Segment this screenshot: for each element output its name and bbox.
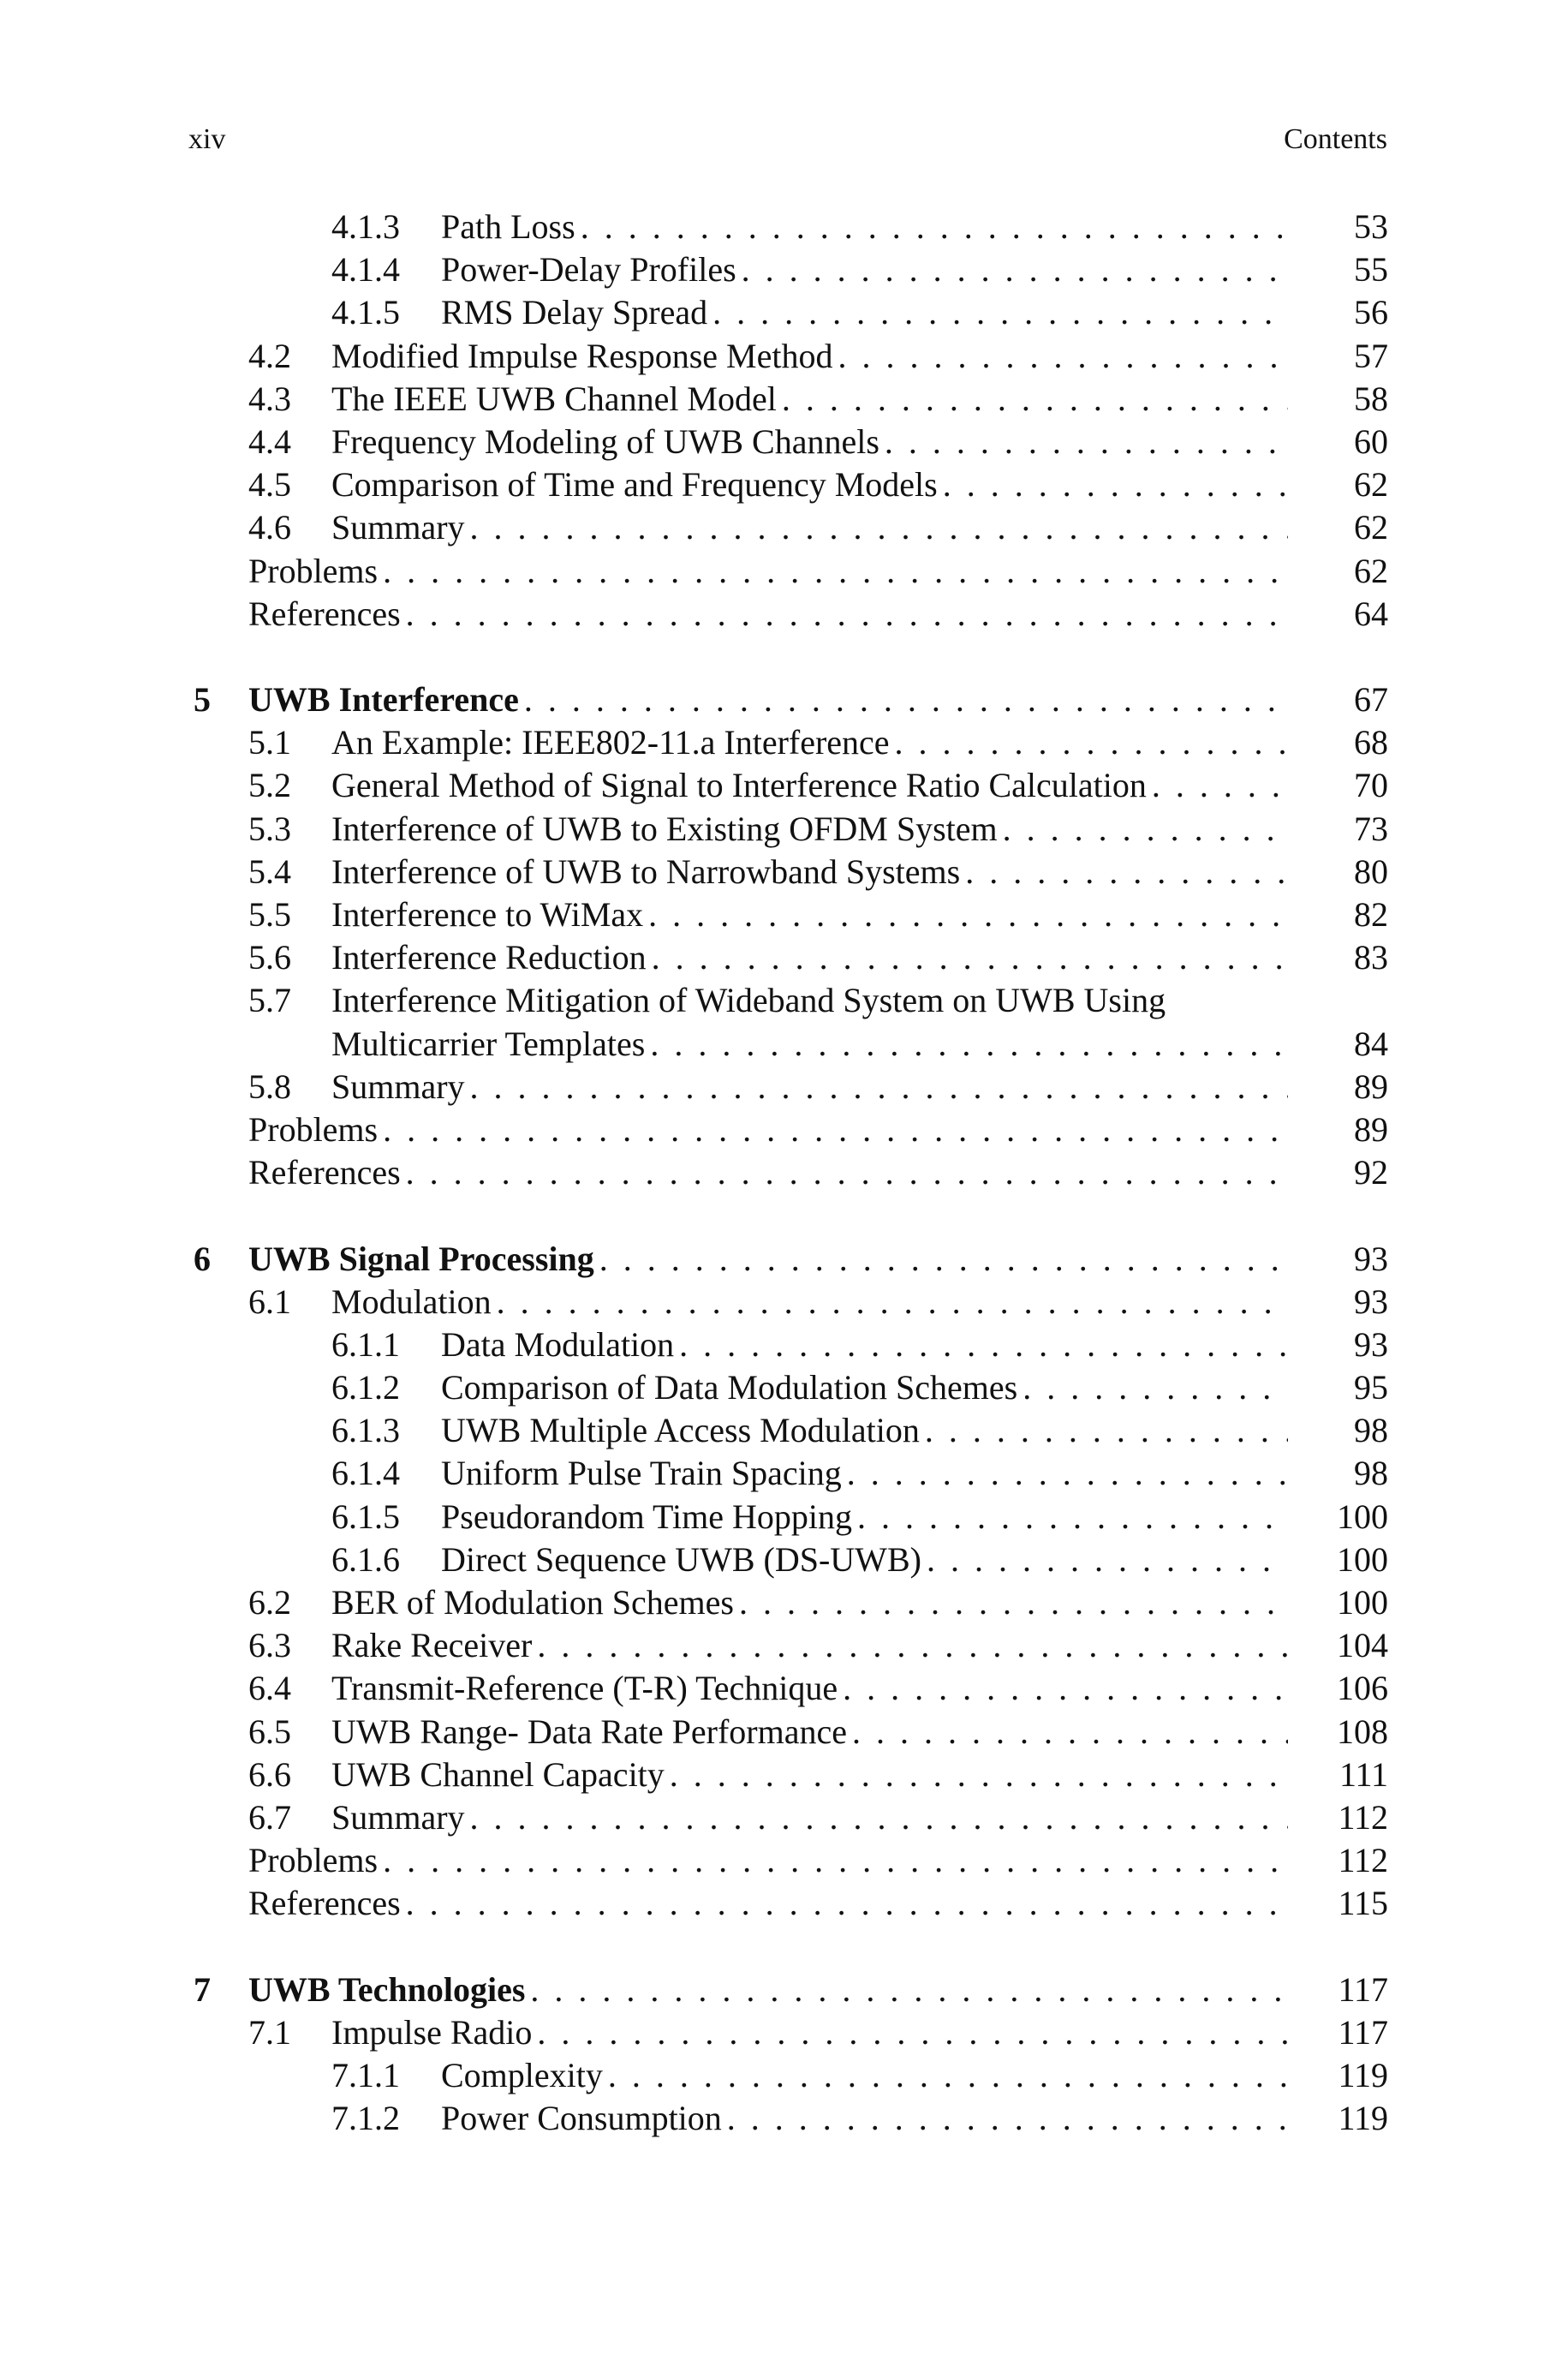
dot-leader: [406, 1151, 1288, 1194]
entry-page-number: 106: [1337, 1669, 1388, 1708]
toc-spacer: [0, 636, 1568, 678]
entry-number: 6.1.5: [331, 1497, 400, 1536]
entry-page-number: 95: [1354, 1368, 1388, 1407]
entry-number: 6.1: [248, 1282, 291, 1321]
entry-number: 5.1: [248, 723, 291, 762]
toc-entry[interactable]: [0, 421, 1568, 463]
dot-leader: [537, 2011, 1288, 2054]
entry-page-number: 119: [1338, 2099, 1388, 2138]
entry-title: An Example: IEEE802-11.a Interference: [331, 723, 890, 762]
entry-body: [441, 1539, 1288, 1581]
dot-leader: [857, 1496, 1288, 1539]
entry-page-number: 100: [1337, 1583, 1388, 1622]
entry-title: The IEEE UWB Channel Model: [331, 379, 777, 418]
dot-leader: [497, 1281, 1288, 1323]
entry-title: Power-Delay Profiles: [441, 250, 736, 290]
entry-title: Interference of UWB to Existing OFDM System: [331, 809, 998, 848]
entry-number: 5.8: [248, 1067, 291, 1106]
entry-title: References: [248, 1884, 401, 1923]
entry-title: Pseudorandom Time Hopping: [441, 1497, 853, 1536]
toc-entry[interactable]: [0, 463, 1568, 506]
entry-page-number: 64: [1354, 594, 1388, 633]
entry-body: [248, 1882, 1288, 1925]
entry-number: 5.2: [248, 766, 291, 805]
entry-title: Comparison of Data Modulation Schemes: [441, 1368, 1018, 1407]
toc-entry[interactable]: [0, 721, 1568, 764]
entry-page-number: 112: [1338, 1797, 1388, 1837]
entry-title: Path Loss: [441, 207, 575, 246]
entry-title: References: [248, 594, 401, 633]
entry-page-number: 60: [1354, 421, 1388, 461]
entry-number: 5.7: [248, 981, 291, 1020]
toc-entry[interactable]: [0, 206, 1568, 248]
entry-body: [441, 206, 1288, 248]
entry-page-number: 62: [1354, 551, 1388, 590]
dot-leader: [406, 593, 1288, 636]
toc-entry[interactable]: [0, 1409, 1568, 1452]
entry-page-number: 84: [1354, 1024, 1388, 1063]
dot-leader: [524, 678, 1288, 721]
toc-entry[interactable]: [0, 1452, 1568, 1495]
dot-leader: [650, 1023, 1288, 1066]
entry-body: [441, 1452, 1288, 1495]
entry-body: [248, 1108, 1288, 1151]
entry-page-number: 98: [1354, 1411, 1388, 1450]
dot-leader: [838, 335, 1289, 378]
entry-number: 5.6: [248, 938, 291, 977]
entry-number: 6.1.3: [331, 1411, 400, 1450]
entry-body: [441, 291, 1288, 334]
entry-body: [441, 1496, 1288, 1539]
entry-body: [331, 2011, 1288, 2054]
toc-entry[interactable]: [0, 1151, 1568, 1194]
entry-page-number: 62: [1354, 508, 1388, 547]
entry-body: [331, 1796, 1288, 1839]
entry-body: [331, 764, 1288, 807]
entry-title: Interference to WiMax: [331, 895, 644, 934]
toc-entry[interactable]: [0, 764, 1568, 807]
entry-number: 5.5: [248, 895, 291, 934]
entry-number: 6.6: [248, 1754, 291, 1794]
entry-page-number: 117: [1338, 1969, 1388, 2009]
entry-title: Problems: [248, 1109, 379, 1149]
entry-body: [248, 593, 1288, 636]
dot-leader: [648, 893, 1288, 936]
entry-title: Interference Mitigation of Wideband System on UWB Using: [331, 981, 1166, 1020]
entry-body: [331, 1667, 1288, 1710]
entry-body: [441, 1323, 1288, 1366]
entry-number: 4.1.4: [331, 250, 400, 290]
entry-title: UWB Range- Data Rate Performance: [331, 1712, 847, 1751]
entry-body: [331, 1023, 1288, 1066]
entry-number: 5.4: [248, 851, 291, 891]
entry-title: Summary: [331, 1797, 465, 1837]
entry-number: 5: [194, 680, 211, 720]
dot-leader: [599, 1238, 1288, 1281]
dot-leader: [470, 1066, 1288, 1108]
toc-chapter-entry[interactable]: [0, 1238, 1568, 1281]
entry-number: 7.1.1: [331, 2056, 400, 2095]
toc-entry[interactable]: [0, 1023, 1568, 1066]
entry-title: Uniform Pulse Train Spacing: [441, 1454, 842, 1493]
toc-entry[interactable]: [0, 506, 1568, 549]
dot-leader: [537, 1624, 1288, 1667]
entry-title: Summary: [331, 508, 465, 547]
entry-page-number: 57: [1354, 336, 1388, 375]
entry-page-number: 68: [1354, 723, 1388, 762]
dot-leader: [727, 2097, 1288, 2140]
entry-number: 7.1: [248, 2012, 291, 2052]
page-number: xiv: [188, 123, 226, 155]
entry-title: Power Consumption: [441, 2099, 722, 2138]
toc-entry[interactable]: [0, 1796, 1568, 1839]
entry-number: 6.1.4: [331, 1454, 400, 1493]
entry-body: [331, 1624, 1288, 1667]
toc-entry[interactable]: [0, 2097, 1568, 2140]
toc-entry[interactable]: [0, 1366, 1568, 1409]
toc-entry[interactable]: [0, 1711, 1568, 1754]
entry-title: Summary: [331, 1067, 465, 1106]
entry-title: Data Modulation: [441, 1324, 675, 1364]
entry-body: [248, 678, 1288, 721]
toc-entry[interactable]: [0, 1066, 1568, 1108]
dot-leader: [965, 851, 1288, 893]
entry-body: [441, 248, 1288, 291]
toc-entry[interactable]: [0, 1496, 1568, 1539]
entry-body: [331, 1711, 1288, 1754]
dot-leader: [383, 1108, 1288, 1151]
entry-number: 4.2: [248, 336, 291, 375]
entry-number: 4.3: [248, 379, 291, 418]
entry-body: [331, 808, 1288, 851]
running-header: [188, 123, 1387, 166]
dot-leader: [927, 1539, 1288, 1581]
entry-body: [441, 1409, 1288, 1452]
entry-page-number: 93: [1354, 1282, 1388, 1321]
entry-page-number: 100: [1337, 1539, 1388, 1579]
entry-page-number: 58: [1354, 379, 1388, 418]
toc-entry[interactable]: [0, 378, 1568, 421]
entry-page-number: 112: [1338, 1841, 1388, 1880]
entry-title: UWB Multiple Access Modulation: [441, 1411, 920, 1450]
entry-body: [331, 979, 1288, 1022]
entry-page-number: 73: [1354, 809, 1388, 848]
dot-leader: [843, 1667, 1288, 1710]
entry-body: [331, 335, 1288, 378]
entry-body: [248, 1839, 1288, 1882]
entry-title: UWB Channel Capacity: [331, 1754, 665, 1794]
entry-page-number: 119: [1338, 2056, 1388, 2095]
entry-title: Modulation: [331, 1282, 492, 1321]
entry-body: [248, 1238, 1288, 1281]
entry-title: General Method of Signal to Interference Ratio Calculation: [331, 766, 1147, 805]
dot-leader: [383, 1839, 1288, 1882]
entry-number: 6.4: [248, 1669, 291, 1708]
entry-body: [331, 1281, 1288, 1323]
dot-leader: [670, 1754, 1288, 1796]
toc-entry[interactable]: [0, 2011, 1568, 2054]
entry-title: Frequency Modeling of UWB Channels: [331, 421, 879, 461]
dot-leader: [885, 421, 1288, 463]
entry-body: [248, 550, 1288, 593]
entry-number: 4.4: [248, 421, 291, 461]
entry-number: 4.5: [248, 465, 291, 505]
dot-leader: [895, 721, 1288, 764]
dot-leader: [470, 506, 1288, 549]
entry-page-number: 83: [1354, 938, 1388, 977]
entry-title: UWB Signal Processing: [248, 1239, 594, 1278]
toc-entry[interactable]: [0, 851, 1568, 893]
toc-entry[interactable]: [0, 2054, 1568, 2097]
entry-page-number: 111: [1338, 1754, 1388, 1794]
dot-leader: [406, 1882, 1288, 1925]
dot-leader: [1022, 1366, 1288, 1409]
entry-body: [248, 1151, 1288, 1194]
entry-title: UWB Interference: [248, 680, 519, 720]
toc-entry[interactable]: [0, 1539, 1568, 1581]
dot-leader: [847, 1452, 1288, 1495]
entry-page-number: 104: [1337, 1626, 1388, 1665]
entry-page-number: 93: [1354, 1324, 1388, 1364]
entry-body: [331, 506, 1288, 549]
entry-title: Interference of UWB to Narrowband Systems: [331, 851, 961, 891]
entry-title: Comparison of Time and Frequency Models: [331, 465, 938, 505]
dot-leader: [652, 936, 1288, 979]
dot-leader: [712, 291, 1288, 334]
toc-entry[interactable]: [0, 1839, 1568, 1882]
toc-entry[interactable]: [0, 335, 1568, 378]
entry-number: 6.1.2: [331, 1368, 400, 1407]
entry-body: [331, 463, 1288, 506]
entry-page-number: 53: [1354, 207, 1388, 246]
entry-body: [331, 1066, 1288, 1108]
entry-page-number: 89: [1354, 1067, 1388, 1106]
toc-chapter-entry[interactable]: [0, 1969, 1568, 2011]
dot-leader: [1152, 764, 1288, 807]
toc-entry[interactable]: [0, 1323, 1568, 1366]
entry-page-number: 117: [1338, 2012, 1388, 2052]
entry-title: Multicarrier Templates: [331, 1024, 646, 1063]
toc-entry[interactable]: [0, 1281, 1568, 1323]
entry-page-number: 108: [1337, 1712, 1388, 1751]
toc-spacer: [0, 1194, 1568, 1237]
entry-body: [248, 1969, 1288, 2011]
entry-page-number: 70: [1354, 766, 1388, 805]
table-of-contents: [0, 206, 1568, 2140]
dot-leader: [470, 1796, 1288, 1839]
dot-leader: [739, 1581, 1288, 1624]
entry-title: Problems: [248, 551, 379, 590]
entry-page-number: 93: [1354, 1239, 1388, 1278]
entry-number: 7: [194, 1969, 211, 2009]
entry-title: Direct Sequence UWB (DS-UWB): [441, 1539, 921, 1579]
entry-number: 7.1.2: [331, 2099, 400, 2138]
toc-entry[interactable]: [0, 1624, 1568, 1667]
dot-leader: [925, 1409, 1288, 1452]
toc-entry[interactable]: [0, 979, 1568, 1022]
entry-number: 6.3: [248, 1626, 291, 1665]
dot-leader: [852, 1711, 1288, 1754]
dot-leader: [742, 248, 1288, 291]
entry-body: [331, 893, 1288, 936]
toc-entry[interactable]: [0, 893, 1568, 936]
entry-body: [441, 2097, 1288, 2140]
toc-entry[interactable]: [0, 248, 1568, 291]
toc-entry[interactable]: [0, 593, 1568, 636]
entry-page-number: 98: [1354, 1454, 1388, 1493]
entry-page-number: 82: [1354, 895, 1388, 934]
entry-page-number: 67: [1354, 680, 1388, 720]
entry-title: RMS Delay Spread: [441, 293, 708, 332]
entry-title: Complexity: [441, 2056, 603, 2095]
entry-title: Rake Receiver: [331, 1626, 533, 1665]
toc-entry[interactable]: [0, 1667, 1568, 1710]
entry-number: 6.7: [248, 1797, 291, 1837]
entry-body: [331, 936, 1288, 979]
entry-page-number: 115: [1338, 1884, 1388, 1923]
entry-body: [441, 1366, 1288, 1409]
toc-entry[interactable]: [0, 936, 1568, 979]
entry-title: Impulse Radio: [331, 2012, 533, 2052]
toc-chapter-entry[interactable]: [0, 678, 1568, 721]
toc-entry[interactable]: [0, 550, 1568, 593]
toc-entry[interactable]: [0, 1754, 1568, 1796]
dot-leader: [608, 2054, 1288, 2097]
toc-spacer: [0, 1926, 1568, 1969]
entry-number: 6.1.1: [331, 1324, 400, 1364]
entry-title: UWB Technologies: [248, 1969, 526, 2009]
entry-page-number: 100: [1337, 1497, 1388, 1536]
dot-leader: [782, 378, 1288, 421]
entry-body: [331, 721, 1288, 764]
entry-body: [331, 851, 1288, 893]
entry-page-number: 55: [1354, 250, 1388, 290]
entry-number: 4.6: [248, 508, 291, 547]
entry-body: [331, 1581, 1288, 1624]
entry-body: [441, 2054, 1288, 2097]
entry-page-number: 89: [1354, 1109, 1388, 1149]
running-title: Contents: [1284, 123, 1387, 155]
toc-entry[interactable]: [0, 1581, 1568, 1624]
entry-page-number: 62: [1354, 465, 1388, 505]
entry-number: 6.2: [248, 1583, 291, 1622]
toc-entry[interactable]: [0, 291, 1568, 334]
entry-body: [331, 378, 1288, 421]
dot-leader: [581, 206, 1288, 248]
entry-number: 4.1.3: [331, 207, 400, 246]
entry-title: BER of Modulation Schemes: [331, 1583, 734, 1622]
toc-entry[interactable]: [0, 1882, 1568, 1925]
entry-title: Transmit-Reference (T-R) Technique: [331, 1669, 838, 1708]
entry-page-number: 92: [1354, 1153, 1388, 1192]
toc-entry[interactable]: [0, 808, 1568, 851]
entry-page-number: 80: [1354, 851, 1388, 891]
entry-title: Interference Reduction: [331, 938, 647, 977]
entry-page-number: 56: [1354, 293, 1388, 332]
entry-number: 6.1.6: [331, 1539, 400, 1579]
dot-leader: [943, 463, 1288, 506]
entry-title: Problems: [248, 1841, 379, 1880]
toc-entry[interactable]: [0, 1108, 1568, 1151]
entry-body: [331, 421, 1288, 463]
entry-title: Modified Impulse Response Method: [331, 336, 833, 375]
entry-title: References: [248, 1153, 401, 1192]
entry-number: 6: [194, 1239, 211, 1278]
entry-body: [331, 1754, 1288, 1796]
entry-number: 4.1.5: [331, 293, 400, 332]
dot-leader: [679, 1323, 1288, 1366]
entry-number: 6.5: [248, 1712, 291, 1751]
dot-leader: [530, 1969, 1288, 2011]
dot-leader: [1003, 808, 1288, 851]
dot-leader: [383, 550, 1288, 593]
entry-number: 5.3: [248, 809, 291, 848]
